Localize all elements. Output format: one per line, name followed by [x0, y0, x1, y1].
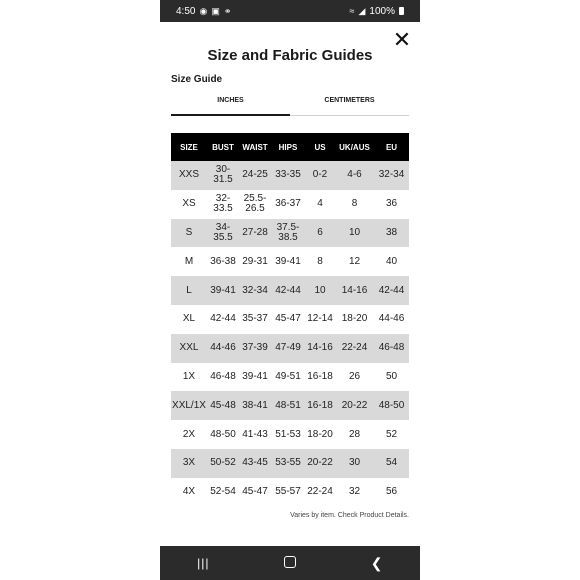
table-cell: 0-2 — [305, 161, 335, 190]
table-cell: 14-16 — [335, 276, 374, 305]
table-cell: 10 — [305, 276, 335, 305]
table-cell: 16-18 — [305, 391, 335, 420]
table-cell: 48-50 — [210, 428, 236, 440]
table-cell: 24-25 — [239, 161, 271, 190]
table-row — [171, 334, 409, 363]
table-cell: 49-51 — [275, 370, 301, 382]
table-row — [171, 161, 409, 190]
gallery-icon: ▣ — [211, 5, 220, 16]
table-cell: 37.5- 38.5 — [271, 219, 305, 248]
table-cell: 30- 31.5 — [207, 161, 239, 190]
column-header: US — [305, 133, 335, 161]
table-cell: 32-34 — [374, 161, 409, 190]
table-cell: 39-41 — [242, 370, 268, 382]
table-cell: XL — [182, 313, 196, 325]
modal-title: Size and Fabric Guides — [207, 47, 373, 64]
message-icon: ◉ — [199, 5, 208, 16]
table-cell: 38-41 — [239, 391, 271, 420]
table-cell: XS — [182, 198, 196, 210]
column-header: UK/AUS — [335, 133, 374, 161]
table-cell: 8 — [317, 255, 323, 267]
wifi-icon: ≈ — [349, 5, 355, 16]
table-cell: 30 — [335, 449, 374, 478]
table-row — [171, 190, 409, 219]
table-row — [171, 276, 409, 305]
table-cell: 50 — [385, 370, 398, 382]
table-cell: 25.5- 26.5 — [243, 193, 267, 215]
table-cell: 10 — [335, 219, 374, 248]
unit-tabs — [171, 90, 409, 116]
table-cell: 36-37 — [275, 198, 301, 210]
table-cell: 4-6 — [335, 161, 374, 190]
table-row — [171, 305, 409, 334]
status-right — [350, 6, 404, 17]
tab-centimeters[interactable]: CENTIMETERS — [290, 90, 409, 116]
size-table — [171, 133, 409, 507]
home-icon — [284, 556, 296, 568]
table-cell: 44-46 — [207, 334, 239, 363]
table-cell: 42-44 — [271, 276, 305, 305]
table-cell: 36 — [385, 198, 398, 210]
table-cell: M — [184, 255, 194, 267]
table-cell: 48-51 — [271, 391, 305, 420]
table-cell: 3X — [171, 449, 207, 478]
back-icon[interactable]: ❮ — [370, 554, 383, 571]
table-cell: 6 — [305, 219, 335, 248]
column-header: EU — [374, 133, 409, 161]
table-cell: 48-50 — [374, 391, 409, 420]
table-cell: 45-47 — [242, 486, 268, 498]
table-cell: 18-20 — [307, 428, 333, 440]
table-cell: 46-48 — [374, 334, 409, 363]
table-cell: 42-44 — [374, 276, 409, 305]
table-cell: 16-18 — [307, 370, 333, 382]
table-cell: 52-54 — [210, 486, 236, 498]
table-cell: 56 — [385, 486, 398, 498]
table-cell: 53-55 — [271, 449, 305, 478]
table-cell: 2X — [182, 428, 196, 440]
table-cell: 4 — [317, 198, 323, 210]
table-cell: 8 — [351, 198, 358, 210]
table-cell: 33-35 — [271, 161, 305, 190]
column-header: BUST — [207, 133, 239, 161]
table-cell: 18-20 — [341, 313, 368, 325]
table-row — [171, 391, 409, 420]
table-cell: 22-24 — [307, 486, 333, 498]
table-cell: S — [171, 219, 207, 248]
table-cell: 45-48 — [207, 391, 239, 420]
table-cell: 38 — [374, 219, 409, 248]
table-cell: 52 — [385, 428, 398, 440]
table-row — [171, 449, 409, 478]
column-header: SIZE — [171, 133, 207, 161]
table-cell: 39-41 — [275, 255, 301, 267]
table-row — [171, 420, 409, 449]
table-cell: 1X — [182, 370, 196, 382]
table-cell: XXL — [171, 334, 207, 363]
signal-icon: ◢ — [358, 5, 366, 16]
tab-inches[interactable]: INCHES — [171, 90, 290, 116]
battery-percent: 100% — [369, 5, 395, 17]
table-cell: 47-49 — [271, 334, 305, 363]
table-cell: 45-47 — [275, 313, 301, 325]
table-row — [171, 247, 409, 276]
status-time: 4:50 — [176, 5, 196, 17]
table-cell: 20-22 — [305, 449, 335, 478]
table-cell: 32-34 — [239, 276, 271, 305]
phone-screen — [160, 0, 420, 580]
table-cell: 41-43 — [242, 428, 268, 440]
table-cell: 46-48 — [210, 370, 236, 382]
table-cell: 22-24 — [335, 334, 374, 363]
table-cell: 35-37 — [242, 313, 268, 325]
table-cell: 40 — [385, 255, 398, 267]
footnote: Varies by item. Check Product Details. — [290, 512, 409, 519]
table-cell: L — [171, 276, 207, 305]
table-cell: 39-41 — [207, 276, 239, 305]
home-button[interactable] — [270, 555, 310, 571]
status-bar — [160, 0, 420, 22]
table-cell: 37-39 — [239, 334, 271, 363]
status-left — [176, 6, 231, 17]
table-header-row — [171, 133, 409, 161]
table-cell: 32- 33.5 — [213, 193, 233, 215]
table-cell: 55-57 — [275, 486, 301, 498]
recents-icon[interactable]: ||| — [197, 556, 210, 570]
close-icon: ✕ — [392, 27, 412, 52]
table-cell: 50-52 — [207, 449, 239, 478]
table-cell: 12-14 — [307, 313, 333, 325]
table-cell: 12 — [348, 255, 361, 267]
table-cell: XXL/1X — [171, 391, 207, 420]
table-cell: 14-16 — [305, 334, 335, 363]
column-header: WAIST — [239, 133, 271, 161]
battery-icon — [399, 7, 404, 15]
navigation-bar — [160, 546, 420, 580]
table-cell: 54 — [374, 449, 409, 478]
table-cell: 36-38 — [210, 255, 236, 267]
link-icon: ⚭ — [223, 5, 232, 16]
table-cell: 20-22 — [335, 391, 374, 420]
table-cell: 29-31 — [242, 255, 268, 267]
table-row — [171, 363, 409, 392]
table-cell: 28 — [348, 428, 361, 440]
table-cell: 43-45 — [239, 449, 271, 478]
table-cell: 26 — [348, 370, 361, 382]
table-cell: XXS — [171, 161, 207, 190]
column-header: HIPS — [271, 133, 305, 161]
table-cell: 44-46 — [378, 313, 405, 325]
table-row — [171, 219, 409, 248]
table-cell: 27-28 — [239, 219, 271, 248]
table-cell: 42-44 — [210, 313, 236, 325]
table-row — [171, 478, 409, 507]
table-cell: 51-53 — [275, 428, 301, 440]
table-cell: 34- 35.5 — [207, 219, 239, 248]
table-cell: 32 — [348, 486, 361, 498]
table-cell: 4X — [182, 486, 196, 498]
section-title: Size Guide — [171, 74, 223, 85]
